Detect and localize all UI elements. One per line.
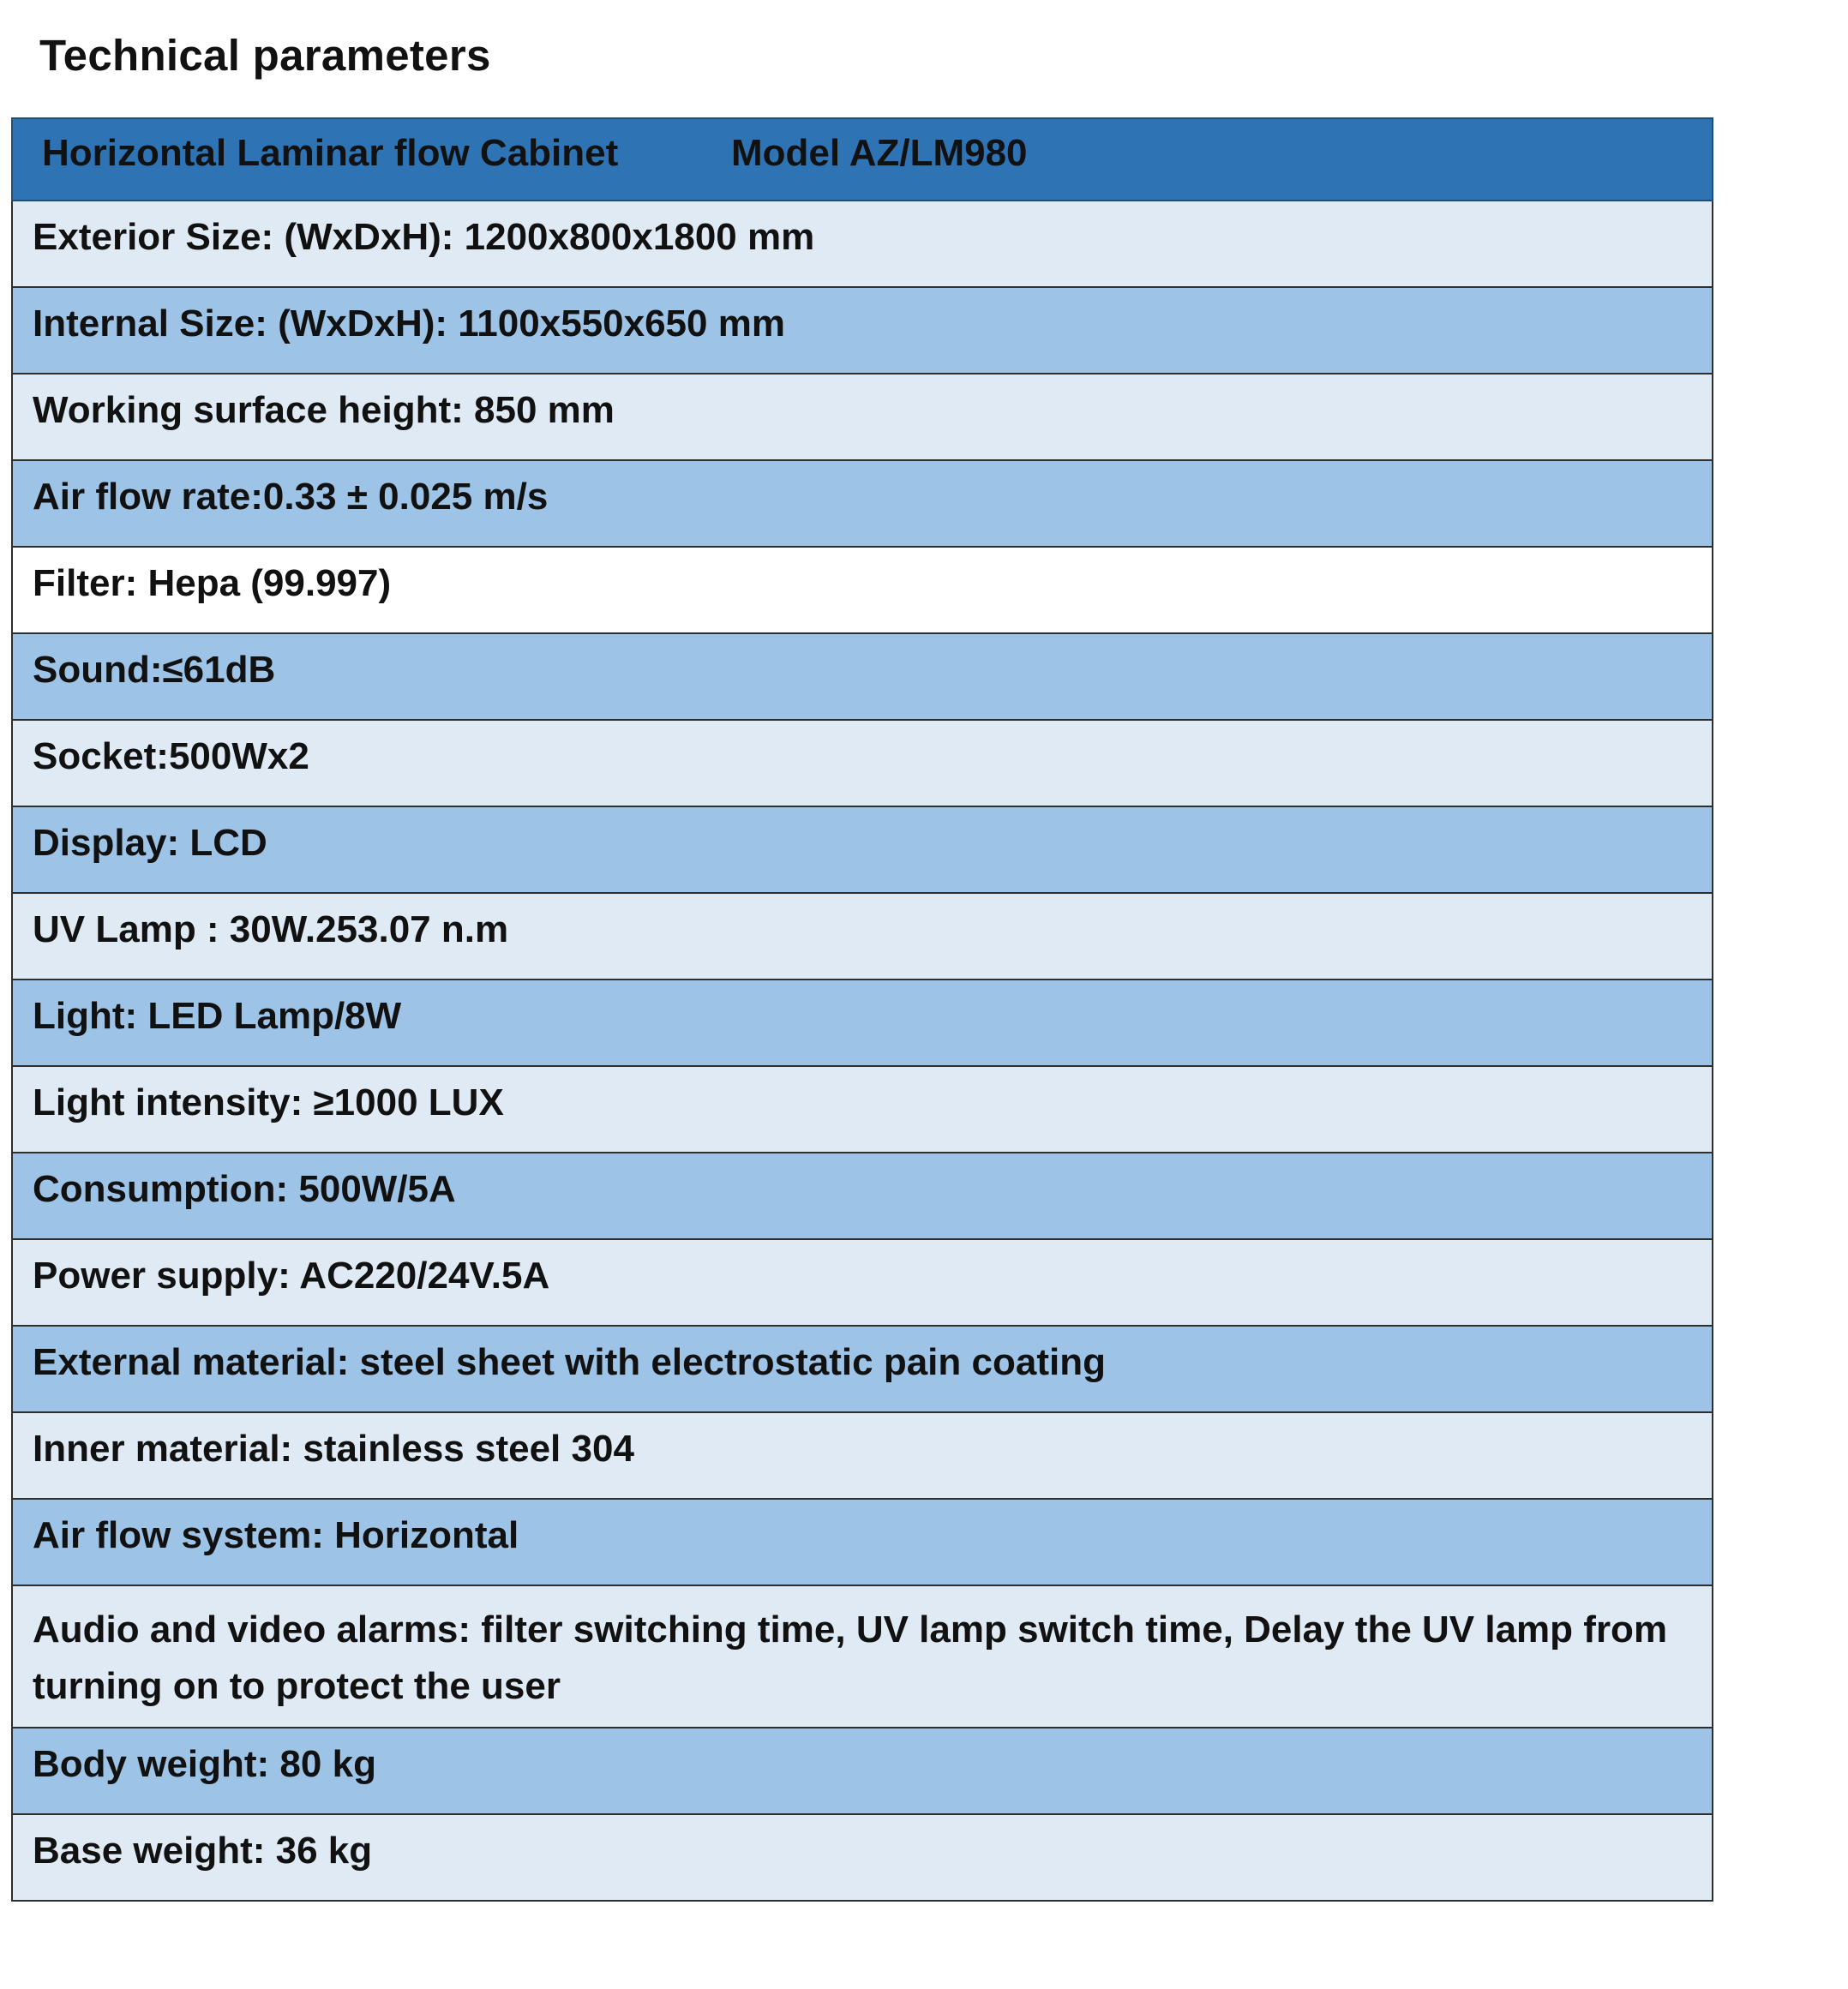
spec-air-flow-system: Air flow system: Horizontal	[12, 1499, 1713, 1585]
table-row	[12, 547, 1713, 633]
table-header-row	[12, 118, 1713, 201]
table-row	[12, 1066, 1713, 1153]
spec-power-supply: Power supply: AC220/24V.5A	[12, 1239, 1713, 1326]
table-row	[12, 1153, 1713, 1239]
table-row	[12, 980, 1713, 1066]
spec-external-material: External material: steel sheet with electrostatic pain coating	[12, 1326, 1713, 1412]
table-row	[12, 1239, 1713, 1326]
page-title: Technical parameters	[39, 31, 491, 80]
table-row	[12, 374, 1713, 460]
spec-display: Display: LCD	[12, 806, 1713, 893]
spec-exterior-size: Exterior Size: (WxDxH): 1200x800x1800 mm	[12, 201, 1713, 287]
table-row	[12, 1728, 1713, 1814]
spec-consumption: Consumption: 500W/5A	[12, 1153, 1713, 1239]
spec-air-flow-rate: Air flow rate:0.33 ± 0.025 m/s	[12, 460, 1713, 547]
table-row	[12, 720, 1713, 806]
table-row	[12, 1412, 1713, 1499]
product-name: Horizontal Laminar flow Cabinet	[42, 132, 619, 174]
spec-light-intensity: Light intensity: ≥1000 LUX	[12, 1066, 1713, 1153]
table-row	[12, 1326, 1713, 1412]
spec-sound: Sound:≤61dB	[12, 633, 1713, 720]
spec-table	[11, 117, 1713, 1902]
table-row	[12, 633, 1713, 720]
table-row	[12, 1814, 1713, 1901]
spec-internal-size: Internal Size: (WxDxH): 1100x550x650 mm	[12, 287, 1713, 374]
table-row	[12, 287, 1713, 374]
spec-alarms: Audio and video alarms: filter switching time, UV lamp switch time, Delay the UV lamp from turning on to protect the user	[12, 1585, 1713, 1728]
spec-socket: Socket:500Wx2	[12, 720, 1713, 806]
spec-working-surface-height: Working surface height: 850 mm	[12, 374, 1713, 460]
table-row	[12, 806, 1713, 893]
table-row	[12, 460, 1713, 547]
spec-base-weight: Base weight: 36 kg	[12, 1814, 1713, 1901]
product-model: Model AZ/LM980	[731, 132, 1028, 174]
table-row	[12, 893, 1713, 980]
table-header-cell	[12, 118, 1713, 201]
table-row	[12, 201, 1713, 287]
table-row	[12, 1499, 1713, 1585]
spec-light: Light: LED Lamp/8W	[12, 980, 1713, 1066]
spec-body-weight: Body weight: 80 kg	[12, 1728, 1713, 1814]
spec-inner-material: Inner material: stainless steel 304	[12, 1412, 1713, 1499]
table-row	[12, 1585, 1713, 1728]
spec-uv-lamp: UV Lamp : 30W.253.07 n.m	[12, 893, 1713, 980]
spec-filter: Filter: Hepa (99.997)	[12, 547, 1713, 633]
